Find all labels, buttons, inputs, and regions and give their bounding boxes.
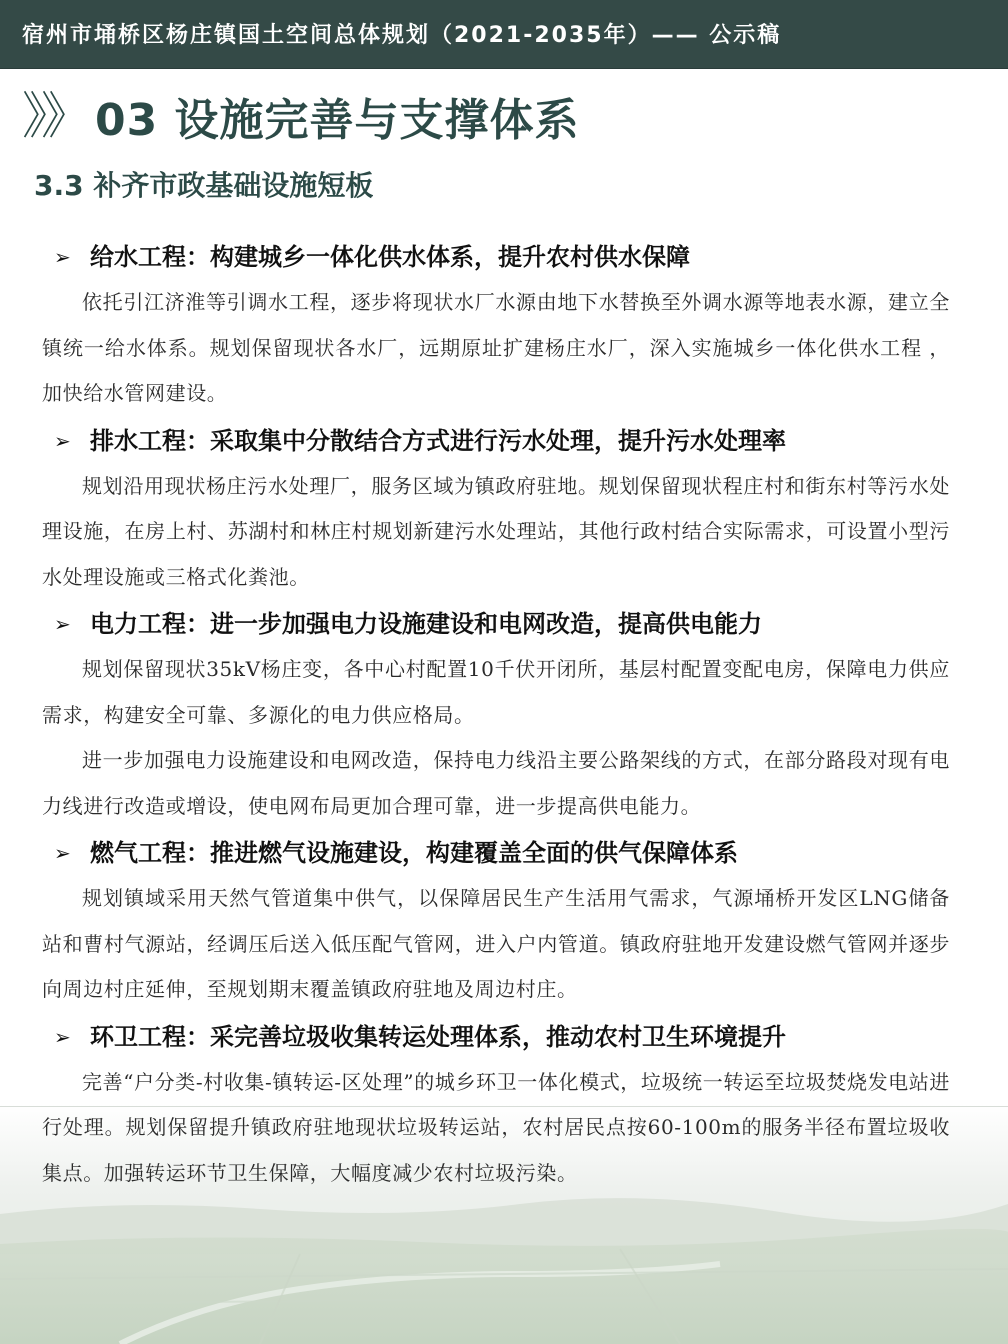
paragraph: 依托引江济淮等引调水工程，逐步将现状水厂水源由地下水替换至外调水源等地表水源，建立全镇统一给水体系。规划保留现状各水厂，远期原址扩建杨庄水厂，深入实施城乡一体化供水工程 ，加快给水管网建设。 bbox=[42, 290, 950, 405]
item-heading-text: 电力工程：进一步加强电力设施建设和电网改造，提高供电能力 bbox=[90, 609, 762, 638]
item-heading bbox=[54, 830, 950, 876]
list-item-water-supply bbox=[42, 234, 950, 417]
item-heading-text: 排水工程：采取集中分散结合方式进行污水处理，提升污水处理率 bbox=[90, 425, 786, 455]
arrow-bullet-icon: ➢ bbox=[54, 245, 71, 269]
paragraph: 规划镇域采用天然气管道集中供气，以保障居民生产生活用气需求，气源埇桥开发区LNG储备站和曹村气源站，经调压后送入低压配气管网，进入户内管道。镇政府驻地开发建设燃气管网并逐步向周边村庄延伸，至规划期末覆盖镇政府驻地及周边村庄。 bbox=[42, 886, 950, 1001]
content-body bbox=[42, 234, 950, 1197]
arrow-bullet-icon: ➢ bbox=[54, 1024, 71, 1049]
item-heading bbox=[54, 234, 950, 280]
item-heading bbox=[54, 601, 950, 647]
item-heading-text: 燃气工程：推进燃气设施建设，构建覆盖全面的供气保障体系 bbox=[90, 838, 738, 867]
double-chevron-icon: 》》 bbox=[22, 87, 85, 145]
section-heading bbox=[22, 84, 580, 148]
item-heading bbox=[54, 1014, 950, 1060]
subsection-title: 3.3 补齐市政基础设施短板 bbox=[34, 169, 374, 202]
paragraph: 规划沿用现状杨庄污水处理厂，服务区域为镇政府驻地。规划保留现状程庄村和街东村等污水处理设施，在房上村、苏湖村和林庄村规划新建污水处理站，其他行政村结合实际需求，可设置小型污水处理设施或三格式化粪池。 bbox=[42, 473, 950, 589]
item-heading-text: 给水工程：构建城乡一体化供水体系，提升农村供水保障 bbox=[90, 242, 690, 271]
list-item-power bbox=[42, 601, 950, 829]
arrow-bullet-icon: ➢ bbox=[54, 841, 71, 865]
header-bar bbox=[0, 0, 1008, 69]
item-heading bbox=[54, 418, 950, 464]
paragraph: 进一步加强电力设施建设和电网改造，保持电力线沿主要公路架线的方式，在部分路段对现有电力线进行改造或增设，使电网布局更加合理可靠，进一步提高供电能力。 bbox=[42, 748, 950, 818]
paragraph: 规划保留现状35kV杨庄变，各中心村配置10千伏开闭所，基层村配置变配电房，保障电力供应需求，构建安全可靠、多源化的电力供应格局。 bbox=[42, 657, 950, 727]
arrow-bullet-icon: ➢ bbox=[54, 428, 71, 453]
document-title: 宿州市埇桥区杨庄镇国土空间总体规划（2021-2035年）—— 公示稿 bbox=[22, 23, 782, 48]
list-item-gas bbox=[42, 830, 950, 1013]
arrow-bullet-icon: ➢ bbox=[54, 612, 71, 636]
list-item-drainage bbox=[42, 418, 950, 601]
item-heading-text: 环卫工程：采完善垃圾收集转运处理体系，推动农村卫生环境提升 bbox=[90, 1021, 786, 1051]
paragraph: 完善“户分类-村收集-镇转运-区处理”的城乡环卫一体化模式，垃圾统一转运至垃圾焚烧发电站进行处理。规划保留提升镇政府驻地现状垃圾转运站，农村居民点按60-100m的服务半径布置垃圾收集点。加强转运环节卫生保障，大幅度减少农村垃圾污染。 bbox=[42, 1069, 950, 1185]
section-title: 03 设施完善与支撑体系 bbox=[95, 95, 580, 146]
list-item-sanitation bbox=[42, 1014, 950, 1197]
